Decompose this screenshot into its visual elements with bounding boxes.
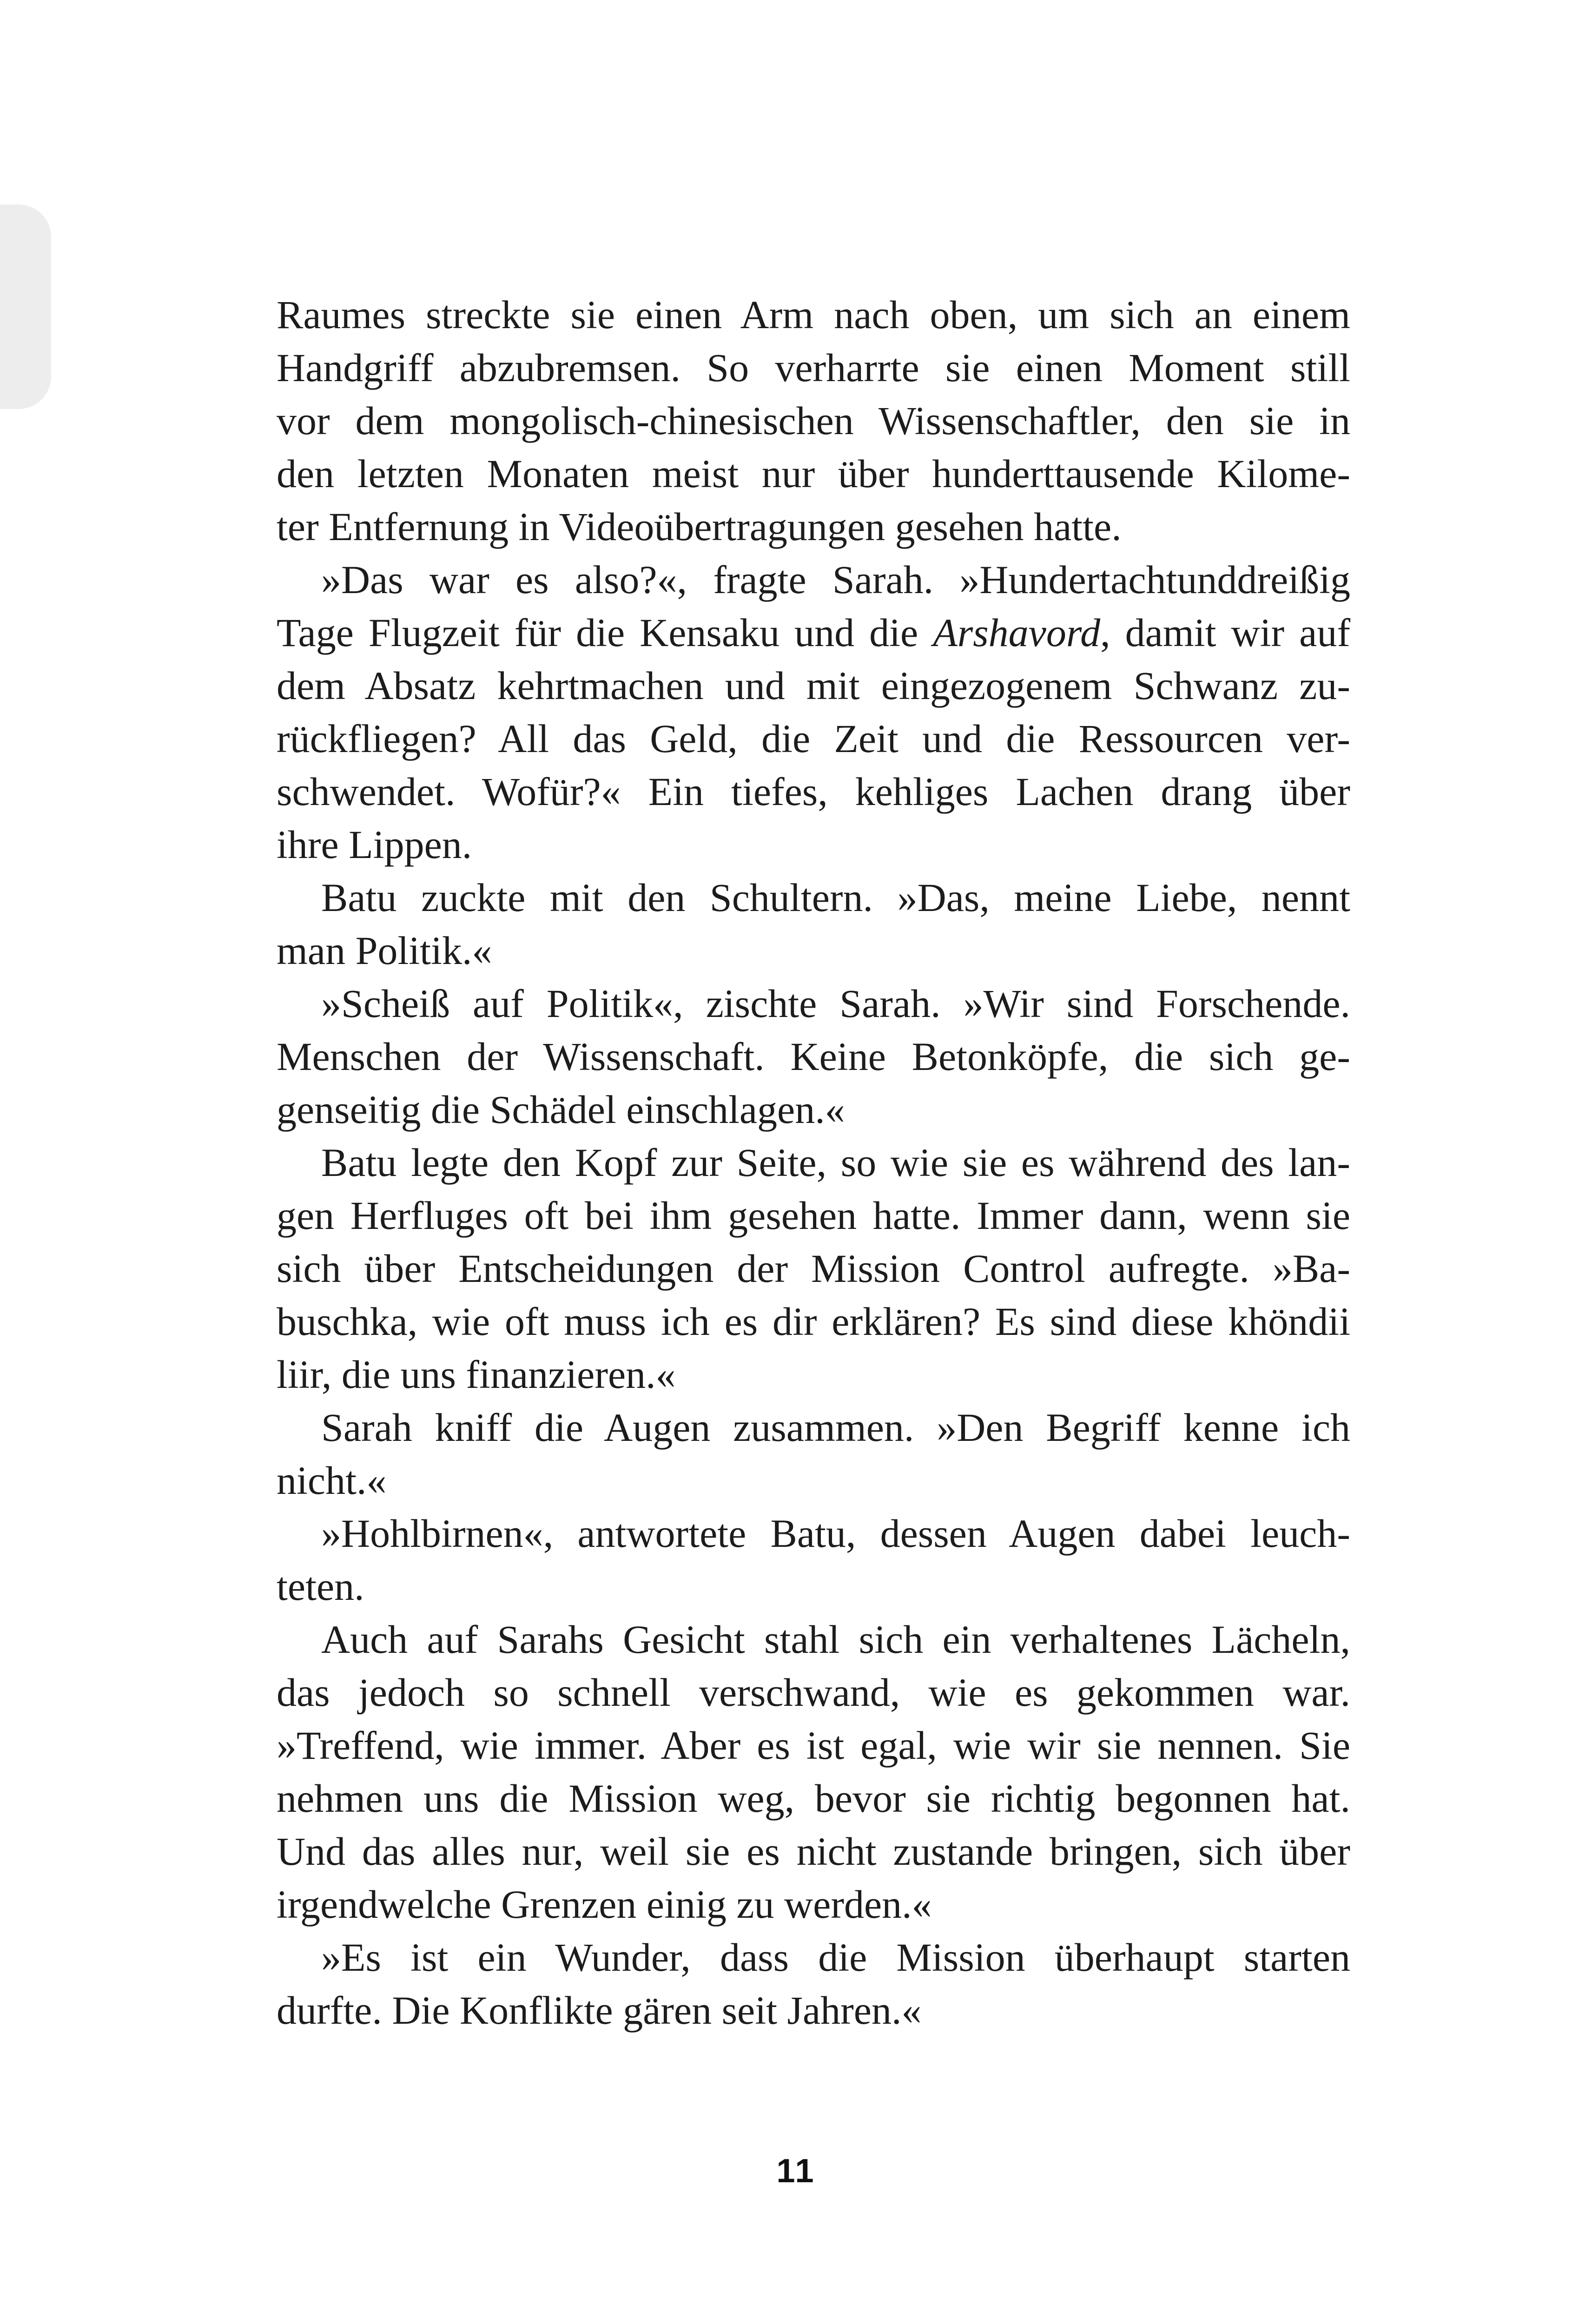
text-line: Menschen der Wissenschaft. Keine Betonköpfe, die sich ge- <box>277 1034 1350 1079</box>
text-line: vor dem mongolisch-chinesischen Wissenschaftler, den sie in <box>277 398 1350 443</box>
text-line: Sarah kniff die Augen zusammen. »Den Begriff kenne ich <box>321 1405 1350 1450</box>
page-edge-tab <box>0 205 51 409</box>
text-line: gen Herfluges oft bei ihm gesehen hatte. Immer dann, wenn sie <box>277 1193 1350 1238</box>
text-line: durfte. Die Konflikte gären seit Jahren.« <box>277 1988 922 2033</box>
text-line: man Politik.« <box>277 928 492 973</box>
text-line: »Scheiß auf Politik«, zischte Sarah. »Wir sind Forschende. <box>321 981 1350 1026</box>
text-line: ter Entfernung in Videoübertragungen gesehen hatte. <box>277 504 1122 549</box>
text-line: rückfliegen? All das Geld, die Zeit und die Ressourcen ver- <box>277 716 1350 761</box>
text-line: Und das alles nur, weil sie es nicht zustande bringen, sich über <box>277 1829 1350 1874</box>
italic-ship-name: Arshavord <box>933 610 1101 655</box>
text-line: irgendwelche Grenzen einig zu werden.« <box>277 1882 932 1927</box>
text-line: dem Absatz kehrtmachen und mit eingezogenem Schwanz zu- <box>277 663 1350 708</box>
text-line: Batu legte den Kopf zur Seite, so wie sie es während des lan- <box>321 1140 1350 1185</box>
text-line: das jedoch so schnell verschwand, wie es gekommen war. <box>277 1670 1350 1715</box>
text-line: »Hohlbirnen«, antwortete Batu, dessen Augen dabei leuch- <box>321 1511 1350 1556</box>
text-line: den letzten Monaten meist nur über hunderttausende Kilome- <box>277 451 1350 496</box>
text-line: liir, die uns finanzieren.« <box>277 1352 676 1397</box>
text-line: teten. <box>277 1564 364 1609</box>
text-line: Handgriff abzubremsen. So verharrte sie einen Moment still <box>277 345 1350 390</box>
text-line: »Treffend, wie immer. Aber es ist egal, wie wir sie nennen. Sie <box>277 1723 1350 1768</box>
text-line: Raumes streckte sie einen Arm nach oben, um sich an einem <box>277 292 1350 337</box>
text-line: nehmen uns die Mission weg, bevor sie richtig begonnen hat. <box>277 1776 1350 1821</box>
text-line: schwendet. Wofür?« Ein tiefes, kehliges Lachen drang über <box>277 769 1350 814</box>
text-line: ihre Lippen. <box>277 822 472 867</box>
text-line: nicht.« <box>277 1458 387 1503</box>
text-line: sich über Entscheidungen der Mission Control aufregte. »Ba- <box>277 1246 1350 1291</box>
page-number: 11 <box>776 2152 816 2190</box>
text-line: Tage Flugzeit für die Kensaku und die Arshavord, damit wir auf <box>277 610 1350 655</box>
text-line: buschka, wie oft muss ich es dir erklären? Es sind diese khöndii <box>277 1299 1350 1344</box>
text-line: »Das war es also?«, fragte Sarah. »Hundertachtunddreißig <box>321 557 1350 602</box>
text-line: »Es ist ein Wunder, dass die Mission überhaupt starten <box>321 1935 1350 1980</box>
page-body-text <box>277 288 1350 2037</box>
text-line: genseitig die Schädel einschlagen.« <box>277 1087 845 1132</box>
text-line: Batu zuckte mit den Schultern. »Das, meine Liebe, nennt <box>321 875 1350 920</box>
text-line: Auch auf Sarahs Gesicht stahl sich ein verhaltenes Lächeln, <box>321 1617 1350 1662</box>
